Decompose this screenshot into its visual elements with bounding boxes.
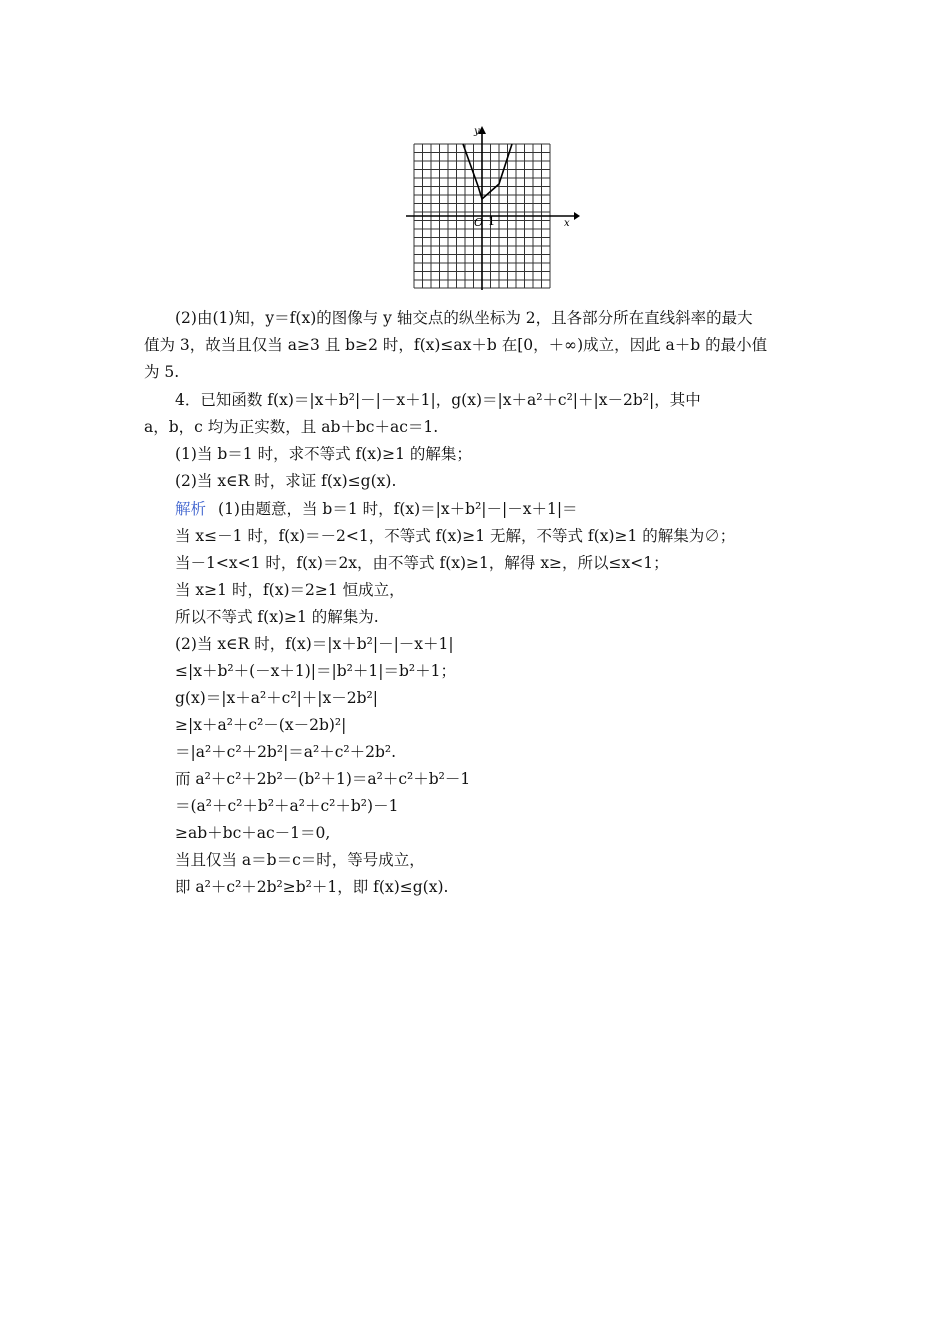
x-axis-arrow bbox=[574, 212, 580, 220]
solution-line: ≤|x＋b²＋(－x＋1)|＝|b²＋1|＝b²＋1； bbox=[175, 662, 456, 680]
solution-line: ≥|x＋a²＋c²－(x－2b)²| bbox=[175, 716, 347, 734]
x-axis-label: x bbox=[564, 218, 570, 229]
solution-label: 解析 bbox=[175, 500, 207, 518]
problem-4-statement: 4．已知函数 f(x)＝|x＋b²|－|－x＋1|，g(x)＝|x＋a²＋c²|＋|x－2b²|，其中 bbox=[175, 391, 701, 409]
text-line: (2)由(1)知，y＝f(x)的图像与 y 轴交点的纵坐标为 2，且各部分所在直线斜率的最大 bbox=[175, 309, 753, 327]
problem-4-question-1: (1)当 b＝1 时，求不等式 f(x)≥1 的解集； bbox=[175, 445, 472, 463]
document-body bbox=[144, 305, 814, 386]
y-axis-label: y bbox=[474, 126, 480, 137]
solution-line: 所以不等式 f(x)≥1 的解集为. bbox=[175, 608, 379, 626]
tick-label-one: 1 bbox=[488, 215, 495, 228]
function-graph bbox=[404, 122, 580, 292]
text-line: 值为 3，故当且仅当 a≥3 且 b≥2 时，f(x)≤ax＋b 在[0，＋∞)成立，因此 a＋b 的最小值 bbox=[144, 336, 768, 354]
solution bbox=[144, 496, 814, 901]
solution-line: 当 x≤－1 时，f(x)＝－2<1，不等式 f(x)≥1 无解，不等式 f(x)≥1 的解集为∅； bbox=[175, 527, 736, 545]
solution-line: ≥ab＋bc＋ac－1＝0, bbox=[175, 824, 331, 842]
problem-4-statement: a，b，c 均为正实数，且 ab＋bc＋ac＝1. bbox=[144, 418, 439, 436]
solution-line: ＝(a²＋c²＋b²＋a²＋c²＋b²)－1 bbox=[175, 797, 399, 815]
solution-text: (1)由题意，当 b＝1 时，f(x)＝|x＋b²|－|－x＋1|＝ bbox=[218, 500, 578, 518]
text-line: 为 5. bbox=[144, 363, 180, 381]
problem-4-question-2: (2)当 x∈R 时，求证 f(x)≤g(x). bbox=[175, 472, 397, 490]
solution-line: g(x)＝|x＋a²＋c²|＋|x－2b²| bbox=[175, 689, 378, 707]
solution-line: 而 a²＋c²＋2b²－(b²＋1)＝a²＋c²＋b²－1 bbox=[175, 770, 471, 788]
solution-line: 当且仅当 a＝b＝c＝时，等号成立， bbox=[175, 851, 425, 869]
solution-line: 即 a²＋c²＋2b²≥b²＋1，即 f(x)≤g(x). bbox=[175, 878, 449, 896]
solution-line: ＝|a²＋c²＋2b²|＝a²＋c²＋2b². bbox=[175, 743, 397, 761]
solution-line: 当 x≥1 时，f(x)＝2≥1 恒成立， bbox=[175, 581, 405, 599]
solution-line: 当－1<x<1 时，f(x)＝2x，由不等式 f(x)≥1，解得 x≥，所以≤x<1； bbox=[175, 554, 669, 572]
solution-line: (2)当 x∈R 时，f(x)＝|x＋b²|－|－x＋1| bbox=[175, 635, 454, 653]
problem-4 bbox=[144, 387, 814, 495]
origin-label: O bbox=[474, 216, 484, 229]
solution-first-line bbox=[144, 496, 814, 523]
